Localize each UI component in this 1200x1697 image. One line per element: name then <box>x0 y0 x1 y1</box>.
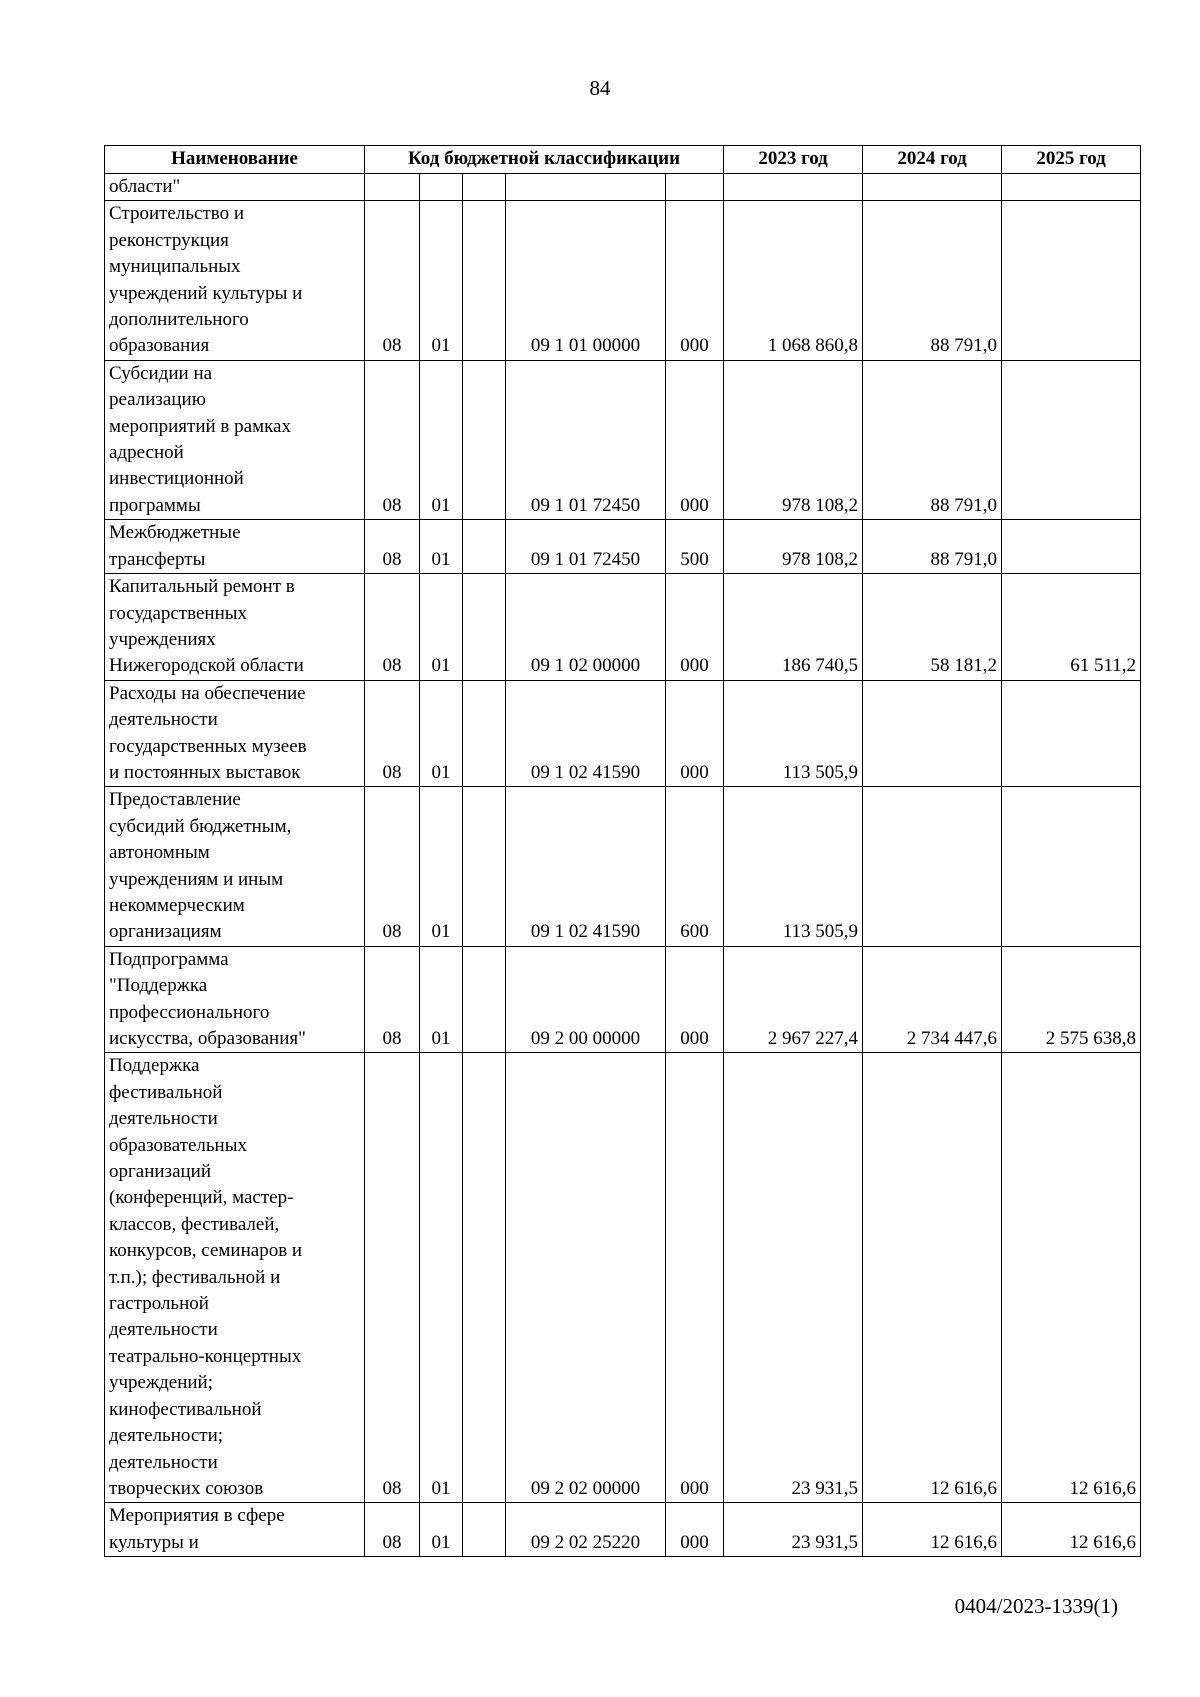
table-row <box>105 680 1141 787</box>
value-2024: 12 616,6 <box>863 1053 1002 1503</box>
code-blank <box>463 520 506 574</box>
table-row <box>105 787 1141 946</box>
table-header-row <box>105 146 1141 174</box>
code-section: 08 <box>365 574 420 681</box>
code-type: 000 <box>666 1053 724 1503</box>
code-section: 08 <box>365 201 420 360</box>
code-target: 09 2 00 00000 <box>506 946 666 1053</box>
code-section: 08 <box>365 680 420 787</box>
value-2025 <box>1002 520 1141 574</box>
code-subsection: 01 <box>420 520 463 574</box>
value-2024 <box>863 787 1002 946</box>
header-code: Код бюджетной классификации <box>365 146 724 174</box>
code-type: 000 <box>666 574 724 681</box>
row-name: Межбюджетные трансферты <box>105 520 365 574</box>
code-target: 09 1 02 00000 <box>506 574 666 681</box>
code-target: 09 1 02 41590 <box>506 680 666 787</box>
value-2025: 2 575 638,8 <box>1002 946 1141 1053</box>
code-target: 09 1 01 72450 <box>506 360 666 519</box>
code-target: 09 1 01 72450 <box>506 520 666 574</box>
code-subsection: 01 <box>420 1503 463 1557</box>
code-type: 000 <box>666 360 724 519</box>
code-subsection: 01 <box>420 946 463 1053</box>
code-section: 08 <box>365 1503 420 1557</box>
code-target: 09 1 02 41590 <box>506 787 666 946</box>
row-name: Мероприятия в сфере культуры и <box>105 1503 365 1557</box>
value-2024: 12 616,6 <box>863 1503 1002 1557</box>
code-target: 09 2 02 00000 <box>506 1053 666 1503</box>
code-blank <box>463 787 506 946</box>
value-2025: 12 616,6 <box>1002 1503 1141 1557</box>
value-2024: 88 791,0 <box>863 360 1002 519</box>
code-blank <box>463 1053 506 1503</box>
code-subsection: 01 <box>420 201 463 360</box>
page-number: 84 <box>589 76 611 100</box>
value-2024 <box>863 680 1002 787</box>
code-blank <box>463 680 506 787</box>
code-type: 600 <box>666 787 724 946</box>
value-2023: 978 108,2 <box>724 520 863 574</box>
value-2023: 1 068 860,8 <box>724 201 863 360</box>
value-2023: 113 505,9 <box>724 680 863 787</box>
code-type: 000 <box>666 680 724 787</box>
table-row <box>105 946 1141 1053</box>
value-2023: 23 931,5 <box>724 1053 863 1503</box>
row-name: Поддержка фестивальной деятельности образовательных организаций (конференций, мастер- классов, фестивалей, конкурсов, семинаров и т.п.); фестивальной и гастрольной деятельности театрально-концертных учреждений; кинофестивальной деятельности; деятельности творческих союзов <box>105 1053 365 1503</box>
code-section: 08 <box>365 946 420 1053</box>
code-blank <box>463 201 506 360</box>
value-2025: 61 511,2 <box>1002 574 1141 681</box>
table-row <box>105 1053 1141 1503</box>
value-2025 <box>1002 201 1141 360</box>
code-blank <box>463 1503 506 1557</box>
code-subsection: 01 <box>420 787 463 946</box>
value-2024: 58 181,2 <box>863 574 1002 681</box>
code-subsection: 01 <box>420 360 463 519</box>
code-subsection: 01 <box>420 574 463 681</box>
value-2025 <box>1002 680 1141 787</box>
value-2023: 2 967 227,4 <box>724 946 863 1053</box>
header-2023: 2023 год <box>724 146 863 174</box>
code-section: 08 <box>365 787 420 946</box>
value-2024: 2 734 447,6 <box>863 946 1002 1053</box>
row-name: области" <box>105 174 365 201</box>
value-2024: 88 791,0 <box>863 201 1002 360</box>
value-2023: 978 108,2 <box>724 360 863 519</box>
code-section: 08 <box>365 1053 420 1503</box>
table-row <box>105 520 1141 574</box>
code-type: 000 <box>666 1503 724 1557</box>
code-blank <box>463 946 506 1053</box>
table-row <box>105 201 1141 360</box>
code-blank <box>463 360 506 519</box>
value-2023: 186 740,5 <box>724 574 863 681</box>
value-2023: 23 931,5 <box>724 1503 863 1557</box>
table-row <box>105 574 1141 681</box>
document-code: 0404/2023-1339(1) <box>954 1594 1118 1618</box>
row-name: Подпрограмма "Поддержка профессионального искусства, образования" <box>105 946 365 1053</box>
code-subsection: 01 <box>420 680 463 787</box>
code-section: 08 <box>365 520 420 574</box>
value-2025 <box>1002 787 1141 946</box>
code-blank <box>463 574 506 681</box>
value-2025: 12 616,6 <box>1002 1053 1141 1503</box>
code-target: 09 2 02 25220 <box>506 1503 666 1557</box>
header-2025: 2025 год <box>1002 146 1141 174</box>
row-name: Субсидии на реализацию мероприятий в рамках адресной инвестиционной программы <box>105 360 365 519</box>
table-row-continuation <box>105 174 1141 201</box>
code-type: 000 <box>666 946 724 1053</box>
table-row <box>105 360 1141 519</box>
table-row <box>105 1503 1141 1557</box>
code-type: 000 <box>666 201 724 360</box>
code-type: 500 <box>666 520 724 574</box>
value-2025 <box>1002 360 1141 519</box>
header-2024: 2024 год <box>863 146 1002 174</box>
code-target: 09 1 01 00000 <box>506 201 666 360</box>
value-2023: 113 505,9 <box>724 787 863 946</box>
budget-table <box>104 145 1141 1557</box>
header-name: Наименование <box>105 146 365 174</box>
code-subsection: 01 <box>420 1053 463 1503</box>
value-2024: 88 791,0 <box>863 520 1002 574</box>
row-name: Предоставление субсидий бюджетным, автономным учреждениям и иным некоммерческим организациям <box>105 787 365 946</box>
row-name: Расходы на обеспечение деятельности государственных музеев и постоянных выставок <box>105 680 365 787</box>
row-name: Строительство и реконструкция муниципальных учреждений культуры и дополнительного образования <box>105 201 365 360</box>
code-section: 08 <box>365 360 420 519</box>
row-name: Капитальный ремонт в государственных учреждениях Нижегородской области <box>105 574 365 681</box>
